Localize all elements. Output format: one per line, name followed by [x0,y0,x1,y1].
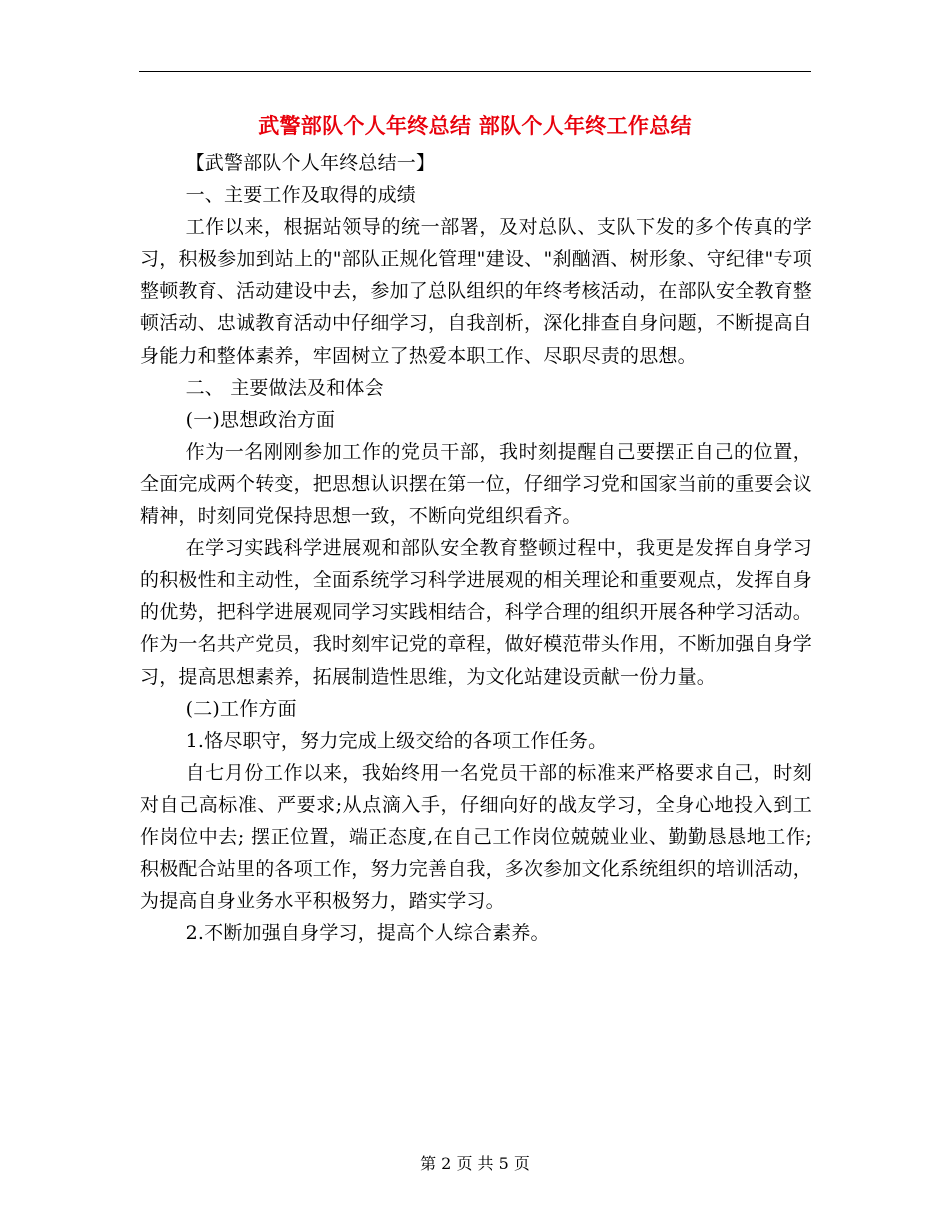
paragraph-ideology-1: 作为一名刚刚参加工作的党员干部，我时刻提醒自己要摆正自己的位置，全面完成两个转变，把思想认识摆在第一位，仔细学习党和国家当前的重要会议精神，时刻同党保持思想一致，不断向党组织看齐。 [140,440,813,528]
heading-practices: 二、 主要做法及和体会 [185,376,384,399]
document-title: 武警部队个人年终总结 部队个人年终工作总结 [258,113,692,138]
subheading-ideology: (一)思想政治方面 [185,408,336,431]
list-item-2: 2.不断加强自身学习，提高个人综合素养。 [185,922,550,945]
subheading-work: (二)工作方面 [185,697,297,720]
paragraph-work-overview: 工作以来，根据站领导的统一部署，及对总队、支队下发的多个传真的学习，积极参加到站上的"部队正规化管理"建设、"刹酗酒、树形象、守纪律"专项整顿教育、活动建设中去，参加了总队组织的年终考核活动，在部队安全教育整顿活动、忠诚教育活动中仔细学习，自我剖析，深化排查自身问题，不断提高自身能力和整体素养，牢固树立了热爱本职工作、尽职尽责的思想。 [140,216,813,367]
paragraph-ideology-2: 在学习实践科学进展观和部队安全教育整顿过程中，我更是发挥自身学习的积极性和主动性，全面系统学习科学进展观的相关理论和重要观点，发挥自身的优势，把科学进展观同学习实践相结合，科学合理的组织开展各种学习活动。作为一名共产党员，我时刻牢记党的章程，做好模范带头作用，不断加强自身学习，提高思想素养，拓展制造性思维，为文化站建设贡献一份力量。 [140,537,813,688]
header-rule [139,71,811,72]
page-number-footer: 第 2 页 共 5 页 [420,1154,530,1173]
paragraph-work-detail: 自七月份工作以来，我始终用一名党员干部的标准来严格要求自己，时刻对自己高标准、严要求;从点滴入手，仔细向好的战友学习，全身心地投入到工作岗位中去; 摆正位置，端正态度,在自己工作岗位兢兢业业、勤勤恳恳地工作;积极配合站里的各项工作，努力完善自我，多次参加文化系统组织的培训活动，为提高自身业务水平积极努力，踏实学习。 [140,761,813,913]
document-body [140,147,812,949]
section-heading-1: 【武警部队个人年终总结一】 [185,152,436,174]
heading-main-work: 一、主要工作及取得的成绩 [185,184,416,207]
list-item-1: 1.恪尽职守，努力完成上级交给的各项工作任务。 [185,729,608,752]
